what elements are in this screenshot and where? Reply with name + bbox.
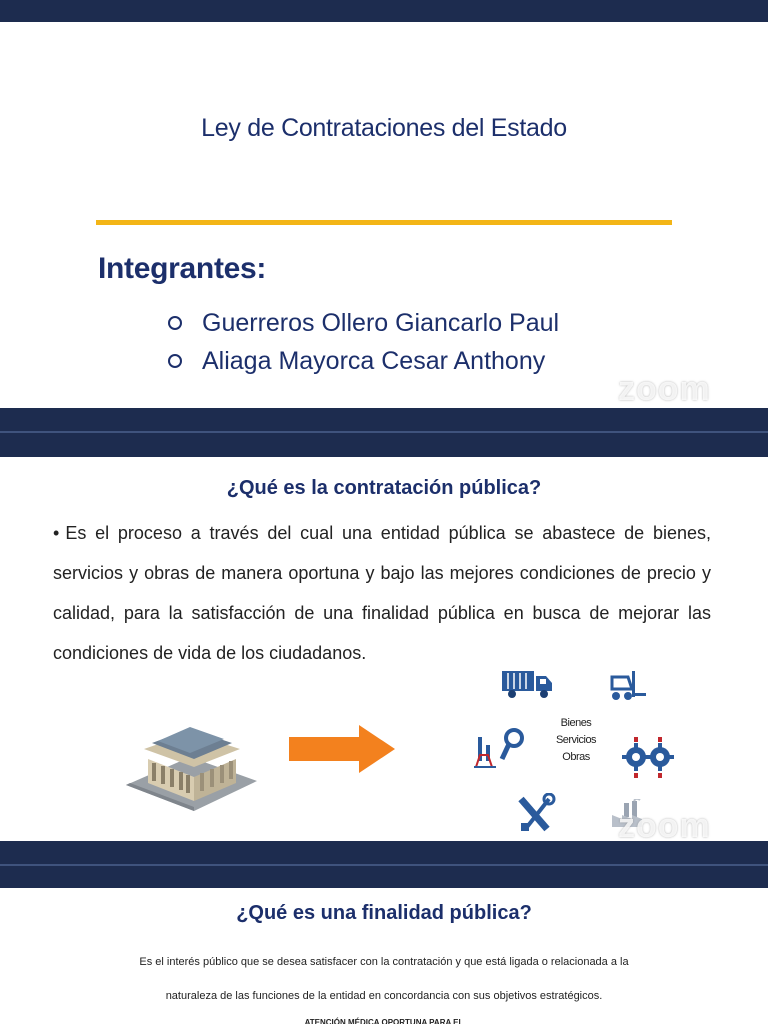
goods-labels	[538, 715, 614, 766]
zoom-watermark: zoom	[618, 807, 711, 841]
government-building-icon	[124, 707, 259, 812]
tools-icon	[515, 793, 557, 835]
circle-bullet-icon	[168, 354, 182, 368]
slide-public-procurement	[0, 457, 768, 841]
yellow-divider	[96, 220, 672, 225]
label-servicios: Servicios	[555, 734, 597, 746]
definition-text: Es el proceso a través del cual una entidad pública se abastece de bienes, servicios y obras de manera oportuna y bajo las mejores condiciones de precio y calidad, para la satisfacción de una finalidad pública en busca de mejorar las condiciones de vida de los ciudadanos.	[53, 523, 711, 663]
slide-heading: ¿Qué es la contratación pública?	[226, 477, 542, 499]
truck-icon	[500, 667, 554, 699]
members-list	[168, 304, 559, 380]
zoom-watermark: zoom	[618, 370, 711, 408]
forklift-icon	[608, 669, 648, 703]
label-obras: Obras	[562, 751, 590, 763]
top-frame-bar	[0, 0, 768, 22]
definition-line-1: Es el interés público que se desea satisfacer con la contratación y que está ligada o relacionada a la	[139, 956, 629, 968]
cut-off-caption: ATENCIÓN MÉDICA OPORTUNA PARA EL	[304, 1018, 464, 1024]
lab-microscope-icon	[472, 725, 530, 769]
slide-heading: ¿Qué es una finalidad pública?	[236, 902, 532, 924]
circle-bullet-icon	[168, 316, 182, 330]
arrow-right-icon	[287, 723, 397, 775]
slide-public-purpose	[0, 888, 768, 1024]
members-heading: Integrantes:	[98, 252, 267, 285]
member-name: Aliaga Mayorca Cesar Anthony	[202, 346, 546, 375]
bullet-icon: •	[53, 523, 60, 543]
definition-paragraph	[53, 513, 711, 673]
separator-frame-line-2	[0, 864, 768, 866]
gears-icon	[622, 737, 676, 779]
slide-title	[0, 22, 768, 408]
definition-line-2: naturaleza de las funciones de la entidad en concordancia con sus objetivos estratégicos.	[165, 990, 603, 1002]
list-item	[168, 304, 559, 342]
list-item	[168, 342, 559, 380]
member-name: Guerreros Ollero Giancarlo Paul	[202, 308, 560, 337]
slide-title-heading: Ley de Contrataciones del Estado	[201, 114, 567, 142]
label-bienes: Bienes	[560, 717, 592, 729]
separator-frame-line	[0, 431, 768, 433]
